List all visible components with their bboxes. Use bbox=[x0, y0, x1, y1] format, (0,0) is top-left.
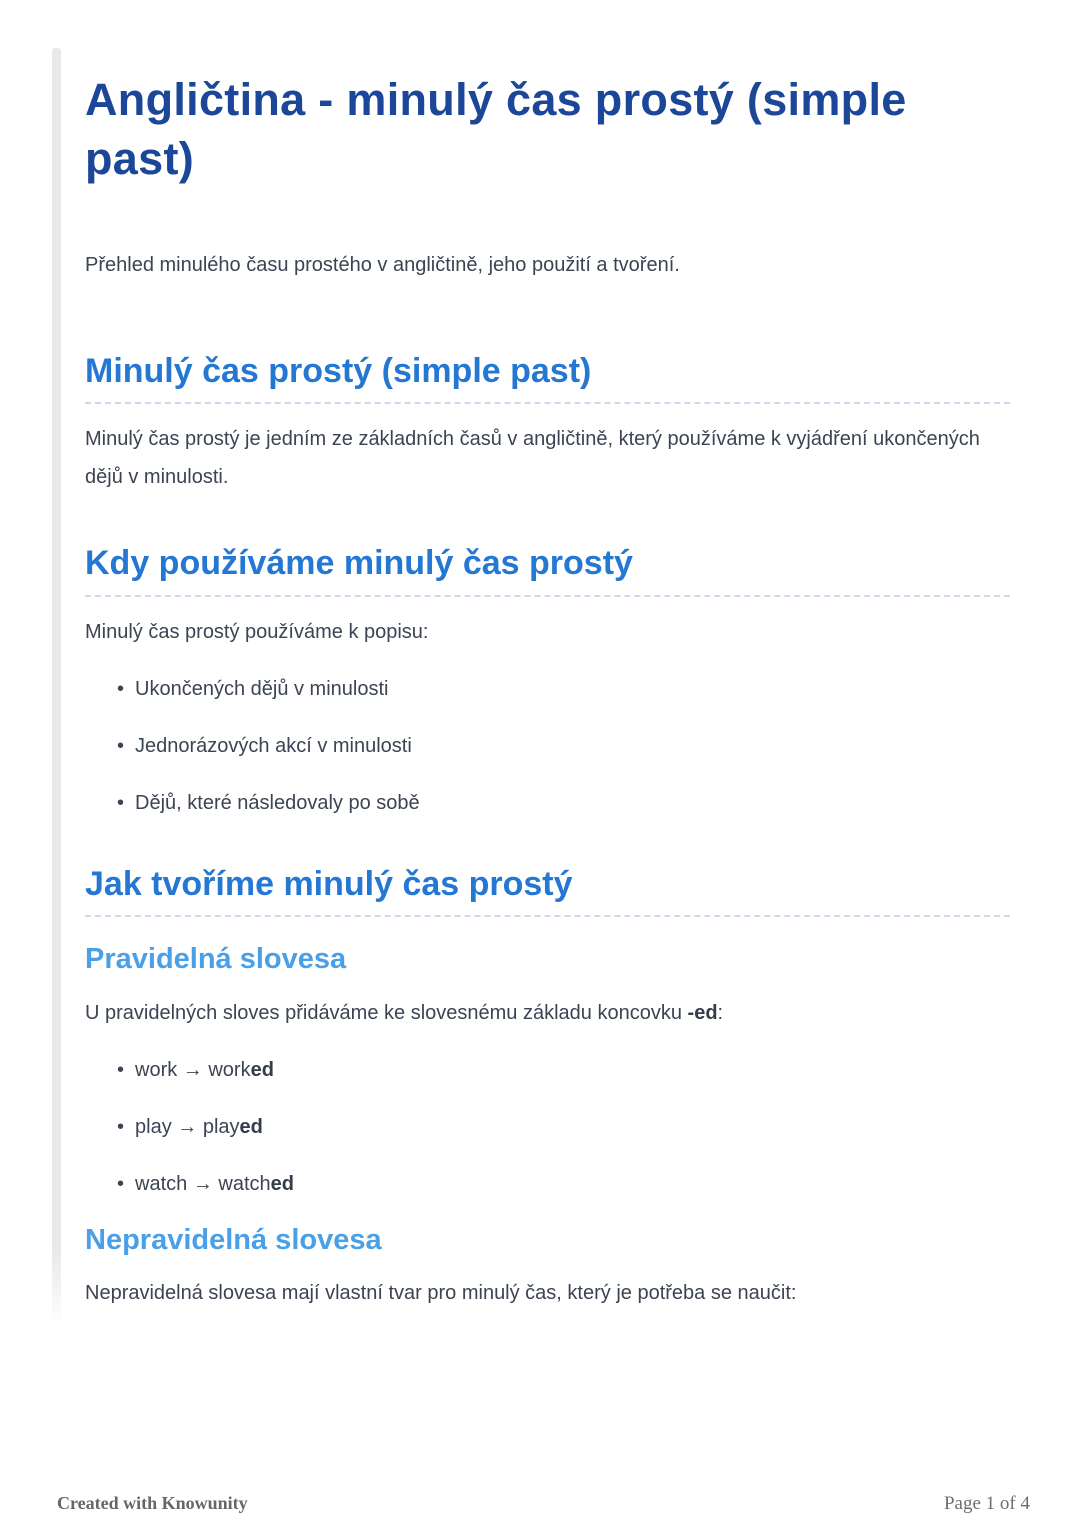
list-item bbox=[117, 1170, 1010, 1198]
paragraph-text: : bbox=[717, 1001, 724, 1024]
section-how-we-form bbox=[85, 863, 1010, 1312]
document-content bbox=[85, 0, 1010, 1312]
list-item-text: Dějů, které následovaly po sobě bbox=[135, 791, 420, 814]
section-simple-past bbox=[85, 350, 1010, 497]
bullet-icon: • bbox=[117, 677, 125, 700]
left-accent-bar bbox=[52, 48, 61, 1328]
list-item-text bbox=[135, 1170, 294, 1198]
verb-example: watch → watch bbox=[135, 1172, 271, 1195]
body-paragraph: Minulý čas prostý používáme k popisu: bbox=[85, 620, 429, 643]
body-paragraph: Minulý čas prostý je jedním ze základních časů v angličtině, který používáme k vyjádření ukončených dějů v minulosti. bbox=[85, 428, 980, 489]
emphasis-text: ed bbox=[270, 1172, 294, 1195]
list-item bbox=[117, 675, 1010, 703]
regular-verbs-bullet-list bbox=[85, 1056, 1010, 1198]
subsection-heading-irregular-verbs: Nepravidelná slovesa bbox=[85, 1223, 382, 1256]
body-paragraph bbox=[85, 994, 1010, 1032]
bullet-icon: • bbox=[117, 791, 125, 814]
list-item-text bbox=[135, 1056, 274, 1084]
list-item-text: Jednorázových akcí v minulosti bbox=[135, 734, 412, 757]
subsection-heading-regular-verbs: Pravidelná slovesa bbox=[85, 943, 347, 976]
list-item bbox=[117, 789, 1010, 817]
list-item bbox=[117, 1056, 1010, 1084]
list-item-text bbox=[135, 1113, 263, 1141]
section-heading-how-we-form: Jak tvoříme minulý čas prostý bbox=[85, 863, 1010, 918]
footer-page-number: Page 1 of 4 bbox=[943, 1493, 1030, 1514]
bullet-icon: • bbox=[117, 734, 125, 757]
bullet-icon: • bbox=[117, 1115, 125, 1138]
bullet-icon: • bbox=[117, 1172, 125, 1195]
footer-branding: Created with Knowunity bbox=[57, 1493, 248, 1513]
section-heading-when-we-use: Kdy používáme minulý čas prostý bbox=[85, 542, 1010, 597]
intro-text: Přehled minulého času prostého v angličtině, jeho použití a tvoření. bbox=[85, 253, 680, 276]
section-when-we-use bbox=[85, 542, 1010, 817]
list-item bbox=[117, 1113, 1010, 1141]
bullet-icon: • bbox=[117, 1058, 125, 1081]
verb-example: work → work bbox=[135, 1058, 251, 1081]
list-item-text: Ukončených dějů v minulosti bbox=[135, 677, 389, 700]
emphasis-text: ed bbox=[239, 1115, 263, 1138]
verb-example: play → play bbox=[135, 1115, 240, 1138]
emphasis-text: -ed bbox=[687, 1001, 718, 1024]
body-paragraph: Nepravidelná slovesa mají vlastní tvar pro minulý čas, který je potřeba se naučit: bbox=[85, 1281, 797, 1304]
section-heading-simple-past: Minulý čas prostý (simple past) bbox=[85, 350, 1010, 405]
usage-bullet-list bbox=[85, 675, 1010, 817]
page-title: Angličtina - minulý čas prostý (simple past) bbox=[85, 74, 907, 185]
list-item bbox=[117, 732, 1010, 760]
page-footer bbox=[57, 1493, 1030, 1515]
emphasis-text: ed bbox=[250, 1058, 274, 1081]
paragraph-text: U pravidelných sloves přidáváme ke slovesnému základu koncovku bbox=[85, 1001, 688, 1024]
